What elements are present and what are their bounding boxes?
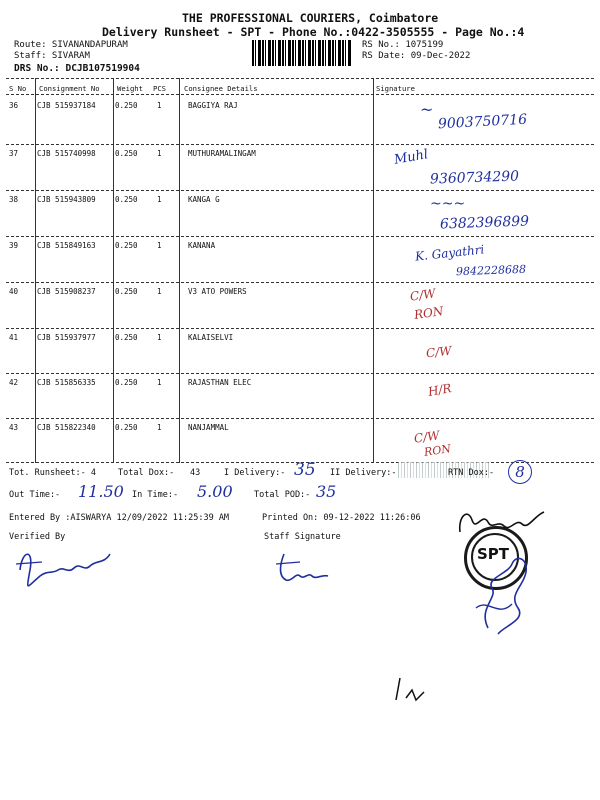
staff-signature-label: Staff Signature	[264, 532, 341, 542]
verified-by-signature	[12, 540, 122, 590]
row-pcs: 1	[157, 149, 162, 158]
total-pod-value: 35	[316, 482, 337, 501]
row-sno: 41	[9, 333, 19, 342]
stamp-label: SPT	[477, 545, 510, 563]
in-time-label: In Time:-	[132, 490, 179, 500]
column-header-consignment: Consignment No	[39, 84, 100, 93]
table-top-divider	[6, 78, 594, 79]
header-divider	[6, 94, 594, 95]
handwritten-phone: 9842228688	[455, 262, 527, 279]
column-header-signature: Signature	[376, 84, 415, 93]
column-divider	[113, 78, 114, 463]
row-consignee: V3 ATO POWERS	[188, 287, 247, 296]
row-consignment: CJB 515822340	[37, 423, 96, 432]
row-consignee: NANJAMMAL	[188, 423, 229, 432]
column-divider	[35, 78, 36, 463]
row-sno: 37	[9, 149, 19, 158]
i-delivery-label: I Delivery:-	[224, 468, 286, 478]
column-header-consignee: Consignee Details	[184, 84, 258, 93]
handwritten-mark: RON	[423, 442, 452, 459]
column-header-weight: Weight	[117, 84, 143, 93]
row-pcs: 1	[157, 195, 162, 204]
handwritten-mark: H/R	[426, 381, 453, 399]
row-divider	[6, 236, 594, 237]
row-sno: 38	[9, 195, 19, 204]
row-weight: 0.250	[115, 195, 138, 204]
row-divider	[6, 282, 594, 283]
column-divider	[179, 78, 180, 463]
row-weight: 0.250	[115, 423, 138, 432]
row-consignment: CJB 515856335	[37, 378, 96, 387]
row-consignment: CJB 515908237	[37, 287, 96, 296]
row-consignee: KALAISELVI	[188, 333, 234, 342]
handwritten-mark: C/W	[425, 343, 453, 361]
row-consignee: RAJASTHAN ELEC	[188, 378, 252, 387]
row-pcs: 1	[157, 101, 162, 110]
in-time-value: 5.00	[197, 482, 233, 501]
column-divider	[373, 78, 374, 463]
printed-on: Printed On: 09-12-2022 11:26:06	[262, 513, 421, 523]
row-divider	[6, 373, 594, 374]
runsheet-title: Delivery Runsheet - SPT - Phone No.:0422-3505555 - Page No.:4	[102, 25, 525, 39]
route-label: Route: SIVANANDAPURAM	[14, 40, 128, 50]
verified-by-label: Verified By	[9, 532, 66, 542]
total-dox-value: 43	[190, 468, 201, 478]
row-consignee: KANGA G	[188, 195, 220, 204]
row-pcs: 1	[157, 378, 162, 387]
rtn-dox-label: RTN Dox:-	[448, 468, 495, 478]
row-consignment: CJB 515943809	[37, 195, 96, 204]
column-header-sno: S No	[9, 84, 27, 93]
handwritten-phone: 6382396899	[439, 213, 530, 233]
out-time-value: 11.50	[78, 482, 124, 501]
total-pod-label: Total POD:-	[254, 490, 311, 500]
drs-number: DRS No.: DCJB107519904	[14, 63, 140, 74]
signature-scribble: ~	[420, 100, 434, 119]
rs-number: RS No.: 1075199	[362, 40, 444, 50]
ii-delivery-label: II Delivery:-	[330, 468, 397, 478]
row-divider	[6, 144, 594, 145]
staff-label: Staff: SIVARAM	[14, 51, 90, 61]
row-pcs: 1	[157, 241, 162, 250]
row-sno: 43	[9, 423, 19, 432]
handwritten-mark: C/W	[413, 428, 441, 446]
row-pcs: 1	[157, 333, 162, 342]
row-consignment: CJB 515937977	[37, 333, 96, 342]
total-dox-label: Total Dox:-	[118, 468, 175, 478]
rtn-dox-value: 8	[508, 460, 532, 484]
handwritten-phone: 9003750716	[437, 111, 528, 133]
row-consignee: BAGGIYA RAJ	[188, 101, 238, 110]
row-divider	[6, 190, 594, 191]
company-title: THE PROFESSIONAL COURIERS, Coimbatore	[182, 11, 439, 25]
row-divider	[6, 418, 594, 419]
row-weight: 0.250	[115, 378, 138, 387]
row-pcs: 1	[157, 287, 162, 296]
row-consignee: KANANA	[188, 241, 216, 250]
column-header-pcs: PCS	[153, 84, 166, 93]
row-divider	[6, 328, 594, 329]
handwritten-signature: Muhl	[392, 147, 430, 168]
row-consignment: CJB 515849163	[37, 241, 96, 250]
tot-runsheet: Tot. Runsheet:- 4	[9, 468, 96, 478]
handwritten-phone: 9360734290	[429, 168, 520, 188]
handwritten-mark: C/W	[409, 286, 437, 304]
row-pcs: 1	[157, 423, 162, 432]
row-weight: 0.250	[115, 287, 138, 296]
row-weight: 0.250	[115, 101, 138, 110]
row-consignment: CJB 515740998	[37, 149, 96, 158]
row-weight: 0.250	[115, 241, 138, 250]
row-sno: 42	[9, 378, 19, 387]
row-consignee: MUTHURAMALINGAM	[188, 149, 256, 158]
row-sno: 40	[9, 287, 19, 296]
row-weight: 0.250	[115, 149, 138, 158]
entered-by: Entered By :AISWARYA 12/09/2022 11:25:39 AM	[9, 513, 230, 523]
out-time-label: Out Time:-	[9, 490, 61, 500]
barcode-image	[252, 40, 352, 66]
handwritten-name: K. Gayathri	[414, 242, 485, 264]
row-weight: 0.250	[115, 333, 138, 342]
staff-signature-scribble	[274, 550, 344, 588]
stray-mark	[390, 672, 440, 708]
handwritten-mark: RON	[413, 304, 445, 322]
i-delivery-value: 35	[294, 460, 316, 480]
stamp-overscribble	[468, 548, 548, 638]
row-sno: 36	[9, 101, 19, 110]
row-consignment: CJB 515937184	[37, 101, 96, 110]
row-sno: 39	[9, 241, 19, 250]
handwritten-signature: ~~~	[430, 196, 466, 212]
rs-date: RS Date: 09-Dec-2022	[362, 51, 471, 61]
